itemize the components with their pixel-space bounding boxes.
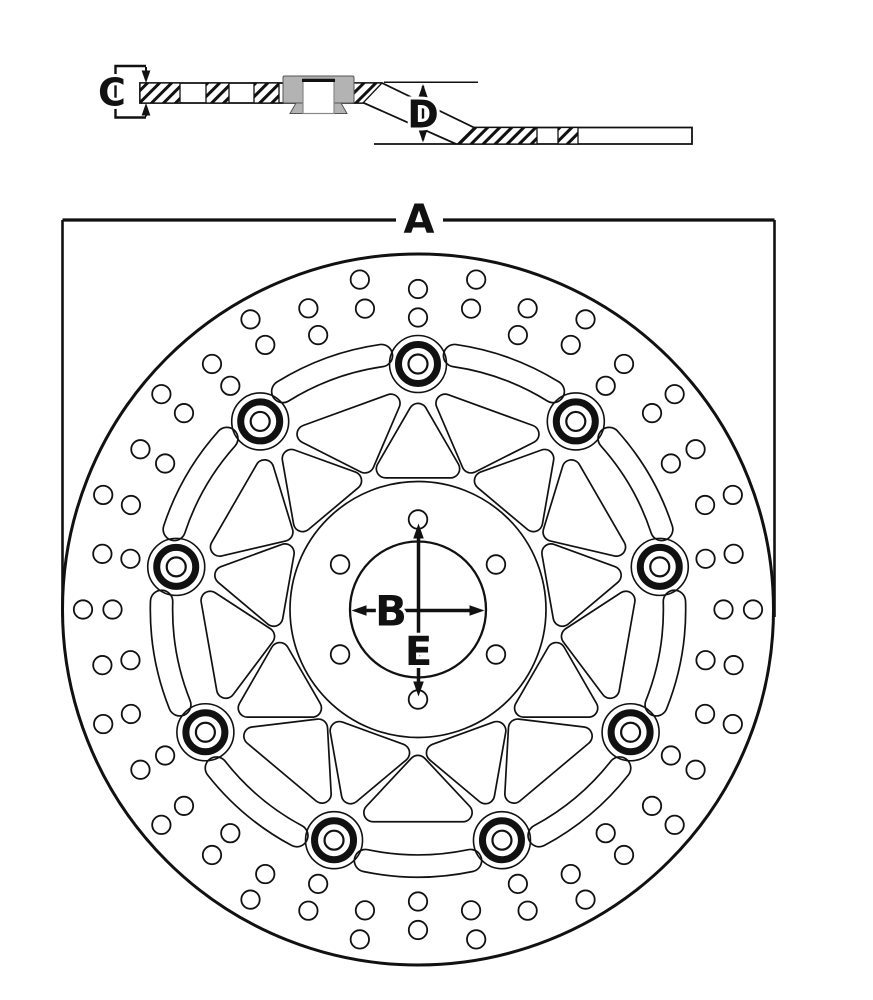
- hatch-segment: [254, 83, 279, 103]
- label-c: C: [98, 70, 126, 115]
- band-slot: [283, 356, 382, 392]
- label-d: D: [407, 92, 439, 137]
- drilled-hole: [121, 651, 139, 669]
- drilled-hole: [93, 545, 111, 563]
- drilled-hole: [714, 600, 732, 618]
- hatch-segment: [140, 83, 180, 103]
- drilled-hole: [103, 600, 121, 618]
- drilled-hole: [131, 440, 149, 458]
- drilled-hole: [509, 326, 527, 344]
- drilled-hole: [696, 651, 714, 669]
- e-arrow-down: [413, 682, 424, 697]
- drilled-hole: [576, 310, 594, 328]
- e-arrow-up: [413, 524, 424, 539]
- floating-button-ring: [556, 402, 595, 441]
- bobbin-hole: [303, 79, 334, 114]
- floating-button-center: [566, 412, 585, 431]
- drilled-hole: [309, 326, 327, 344]
- floating-button-center: [650, 557, 669, 576]
- carrier-cutout-inner: [386, 413, 451, 469]
- drilled-hole: [643, 797, 661, 815]
- floating-button-ring: [241, 402, 280, 441]
- drilled-hole: [518, 901, 536, 919]
- drilled-hole: [518, 299, 536, 317]
- drilled-hole: [356, 299, 374, 317]
- drilled-hole: [221, 377, 239, 395]
- drilled-hole: [596, 824, 614, 842]
- drilled-hole: [299, 299, 317, 317]
- drilled-hole: [662, 746, 680, 764]
- floating-button-ring: [640, 547, 679, 586]
- drilled-hole: [256, 336, 274, 354]
- b-arrow-right: [470, 605, 485, 616]
- floating-button-ring: [186, 713, 225, 752]
- drilled-hole: [203, 355, 221, 373]
- dimension-d: [407, 84, 439, 143]
- drilled-hole: [467, 270, 485, 288]
- drilled-hole: [686, 440, 704, 458]
- drilled-hole: [662, 454, 680, 472]
- section-floating-button: [283, 76, 354, 114]
- drilled-hole: [241, 890, 259, 908]
- floating-button-ring: [611, 713, 650, 752]
- floating-button-ring: [157, 547, 196, 586]
- drilled-hole: [356, 901, 374, 919]
- drilled-hole: [156, 746, 174, 764]
- hatch-segment: [558, 128, 578, 145]
- drilled-hole: [724, 545, 742, 563]
- hatch-segment: [206, 83, 229, 103]
- floating-button-ring: [315, 821, 354, 860]
- drilled-hole: [175, 404, 193, 422]
- drilled-hole: [615, 355, 633, 373]
- drilled-hole: [152, 385, 170, 403]
- carrier-cutout-outer: [220, 469, 284, 547]
- drilled-hole: [596, 377, 614, 395]
- floating-button-center: [325, 831, 344, 850]
- drilled-hole: [409, 892, 427, 910]
- band-slot: [455, 356, 554, 392]
- drilled-hole: [203, 846, 221, 864]
- floating-button-center: [621, 723, 640, 742]
- floating-button-ring: [482, 821, 521, 860]
- drilled-hole: [409, 921, 427, 939]
- bolt-hole: [487, 555, 506, 574]
- drilled-hole: [121, 550, 139, 568]
- drilled-hole: [686, 761, 704, 779]
- drilled-hole: [724, 486, 742, 504]
- drilled-hole: [93, 656, 111, 674]
- drilled-hole: [409, 280, 427, 298]
- band-slot: [366, 861, 471, 866]
- drilled-hole: [122, 496, 140, 514]
- drilled-hole: [696, 496, 714, 514]
- label-a: A: [403, 197, 435, 243]
- drilled-hole: [665, 816, 683, 834]
- floating-button-ring: [399, 345, 438, 384]
- drilled-hole: [94, 715, 112, 733]
- drilled-hole: [615, 846, 633, 864]
- drilled-hole: [665, 385, 683, 403]
- drilled-hole: [462, 299, 480, 317]
- drilled-hole: [724, 715, 742, 733]
- drilled-hole: [74, 600, 92, 618]
- carrier-cutout-outer: [514, 728, 583, 794]
- drilled-hole: [351, 270, 369, 288]
- floating-button-center: [409, 355, 428, 374]
- drilled-hole: [156, 454, 174, 472]
- drilled-hole: [576, 890, 594, 908]
- carrier-cutout-outer: [552, 469, 616, 547]
- carrier-cutout-outer: [253, 728, 322, 794]
- bolt-hole: [331, 555, 350, 574]
- drilled-hole: [175, 797, 193, 815]
- drilled-hole: [409, 308, 427, 326]
- drilled-hole: [131, 761, 149, 779]
- drilled-hole: [94, 486, 112, 504]
- floating-button-center: [196, 723, 215, 742]
- band-slot: [216, 768, 296, 836]
- floating-button-center: [492, 831, 511, 850]
- floating-button-center: [167, 557, 186, 576]
- drilled-hole: [256, 865, 274, 883]
- drilled-hole: [241, 310, 259, 328]
- bolt-hole: [331, 645, 350, 664]
- drilled-hole: [696, 550, 714, 568]
- drilled-hole: [351, 930, 369, 948]
- floating-button-center: [251, 412, 270, 431]
- drilled-hole: [152, 816, 170, 834]
- drilled-hole: [462, 901, 480, 919]
- c-arrow-up: [142, 103, 151, 116]
- drilled-hole: [562, 336, 580, 354]
- band-slot: [539, 768, 619, 836]
- bolt-hole: [487, 645, 506, 664]
- drilled-hole: [122, 705, 140, 723]
- label-e: E: [404, 629, 433, 675]
- c-arrow-down: [142, 71, 151, 84]
- drilled-hole: [309, 875, 327, 893]
- label-b: B: [374, 586, 408, 636]
- drilled-hole: [299, 901, 317, 919]
- drilled-hole: [509, 875, 527, 893]
- drilled-hole: [221, 824, 239, 842]
- b-arrow-left: [352, 605, 367, 616]
- drilled-hole: [724, 656, 742, 674]
- drilled-hole: [467, 930, 485, 948]
- cross-section-view: [98, 66, 692, 144]
- drilled-hole: [643, 404, 661, 422]
- drilled-hole: [744, 600, 762, 618]
- drilled-hole: [696, 705, 714, 723]
- drilled-hole: [562, 865, 580, 883]
